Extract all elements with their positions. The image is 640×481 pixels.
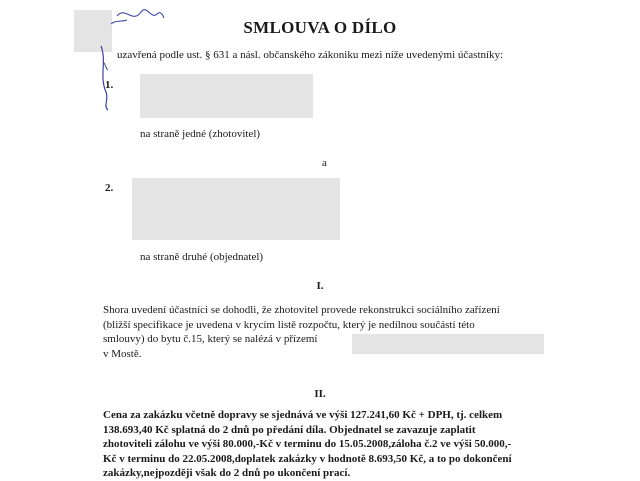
section-2-line: Kč v terminu do 22.05.2008,doplatek zakázky v hodnotě 8.693,50 Kč, a to po dokončení [103,452,512,465]
section-2-line: 138.693,40 Kč splatná do 2 dnů po předání díla. Objednatel se zavazuje zaplatit [103,423,476,436]
intro-text: uzavřená podle ust. § 631 a násl. občanského zákoniku mezi níže uvedenými účastníky: [117,49,504,61]
section-2-line: zakázky,nejpozději však do 2 dnů po ukončení prací. [103,467,351,479]
section-1-line: Shora uvedení účastníci se dohodli, že zhotovitel provede rekonstrukci sociálního zařízení [103,304,500,316]
section-1-heading: I. [316,280,324,292]
party-2-role: na straně druhé (objednatel) [140,251,264,263]
address-redacted [352,334,544,354]
party-2-redacted-details [132,178,340,240]
section-2-paragraph [103,408,533,481]
section-2-heading: II. [314,388,326,400]
party-1-role: na straně jedné (zhotovitel) [140,128,261,140]
section-2-line: Cena za zakázku včetně dopravy se sjednává ve výši 127.241,60 Kč + DPH, tj. celkem [103,409,503,421]
section-2-line: zhotoviteli zálohu ve výši 80.000,-Kč v terminu do 15.05.2008,záloha č.2 ve výši 50.000,- [103,438,512,450]
section-1-line: (bližší specifikace je uvedena v krycím listě rozpočtu, který je nedílnou součástí této [103,318,475,331]
section-1-line: v Mostě. [103,347,142,360]
contract-title: SMLOUVA O DÍLO [243,18,397,37]
party-2-number: 2. [105,182,114,194]
section-1-line: smlouvy) do bytu č.15, který se nalézá v přízemí [103,333,318,345]
party-1-number: 1. [105,79,114,91]
party-1-redacted-details [140,74,313,118]
conjunction-text: a [322,157,327,169]
